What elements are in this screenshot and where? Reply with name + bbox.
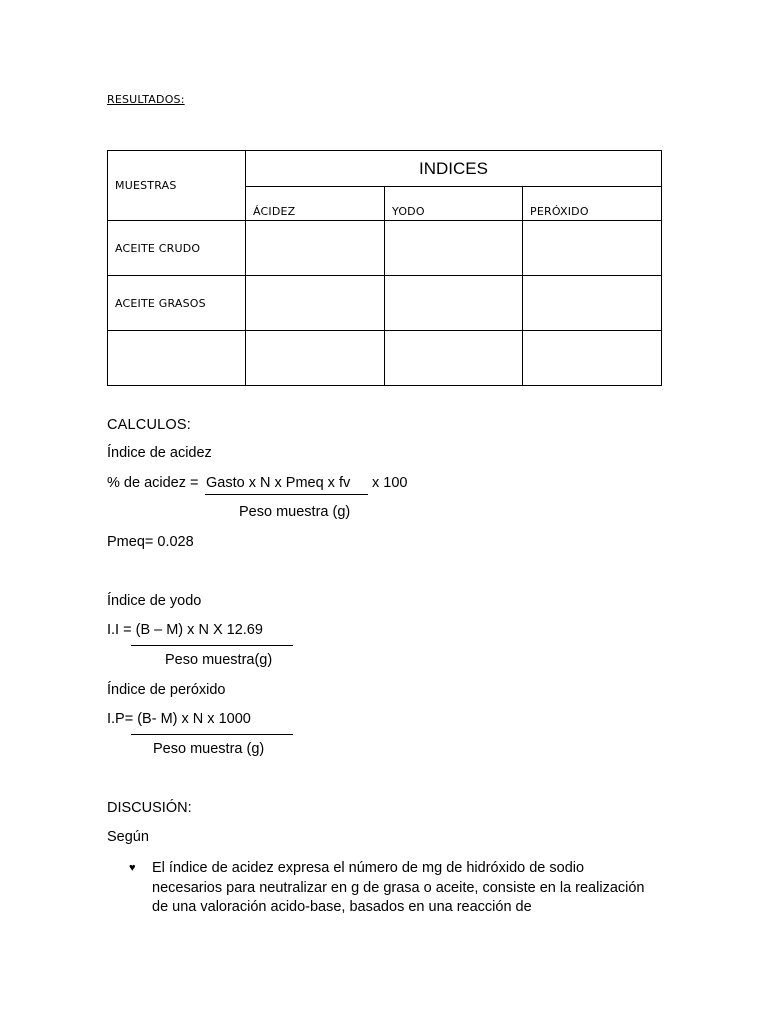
row-label: ACEITE CRUDO <box>108 221 246 276</box>
peroxide-fraction-line <box>131 734 293 735</box>
table-cell <box>385 276 523 331</box>
row-label: ACEITE GRASOS <box>108 276 246 331</box>
table-cell <box>246 331 385 386</box>
calculations-heading: CALCULOS: <box>107 417 191 433</box>
samples-header: MUESTRAS <box>108 151 246 221</box>
table-cell <box>246 276 385 331</box>
discussion-heading: DISCUSIÓN: <box>107 800 192 816</box>
list-item-text: El índice de acidez expresa el número de mg de hidróxido de sodio necesarios para neutralizar en g de grasa o aceite, consiste en la realización de una valoración acido-base, basados en una reacción de <box>152 860 645 915</box>
column-header-acidity: ÁCIDEZ <box>246 187 385 221</box>
table-row <box>108 331 662 386</box>
discussion-intro: Según <box>107 829 149 845</box>
iodine-fraction-line <box>131 645 293 646</box>
iodine-denominator: Peso muestra(g) <box>165 652 273 668</box>
peroxide-title: Índice de peróxido <box>107 682 226 698</box>
pmeq-value: Pmeq= 0.028 <box>107 534 194 550</box>
table-cell <box>523 276 662 331</box>
list-item <box>107 859 647 918</box>
heart-bullet-icon: ♥ <box>129 862 136 874</box>
acidity-fraction-line <box>205 494 368 495</box>
peroxide-formula: I.P= (B- M) x N x 1000 <box>107 711 251 727</box>
column-header-iodine: YODO <box>385 187 523 221</box>
discussion-list <box>107 859 647 918</box>
iodine-title: Índice de yodo <box>107 593 202 609</box>
table-cell <box>523 331 662 386</box>
column-header-peroxide: PERÓXIDO <box>523 187 662 221</box>
acidity-denominator: Peso muestra (g) <box>239 504 351 520</box>
table-row <box>108 276 662 331</box>
table-header-row <box>108 151 662 187</box>
results-table <box>107 150 662 386</box>
table-cell <box>385 331 523 386</box>
results-heading: RESULTADOS: <box>107 93 185 106</box>
peroxide-denominator: Peso muestra (g) <box>153 741 265 757</box>
iodine-formula: I.I = (B – M) x N X 12.69 <box>107 622 263 638</box>
table-row <box>108 221 662 276</box>
table-cell <box>523 221 662 276</box>
indices-header: INDICES <box>246 151 662 187</box>
acidity-numerator: Gasto x N x Pmeq x fv <box>206 475 351 491</box>
acidity-multiplier: x 100 <box>372 475 408 491</box>
acidity-title: Índice de acidez <box>107 445 212 461</box>
acidity-lhs: % de acidez = <box>107 475 199 491</box>
row-label <box>108 331 246 386</box>
table-cell <box>246 221 385 276</box>
table-cell <box>385 221 523 276</box>
